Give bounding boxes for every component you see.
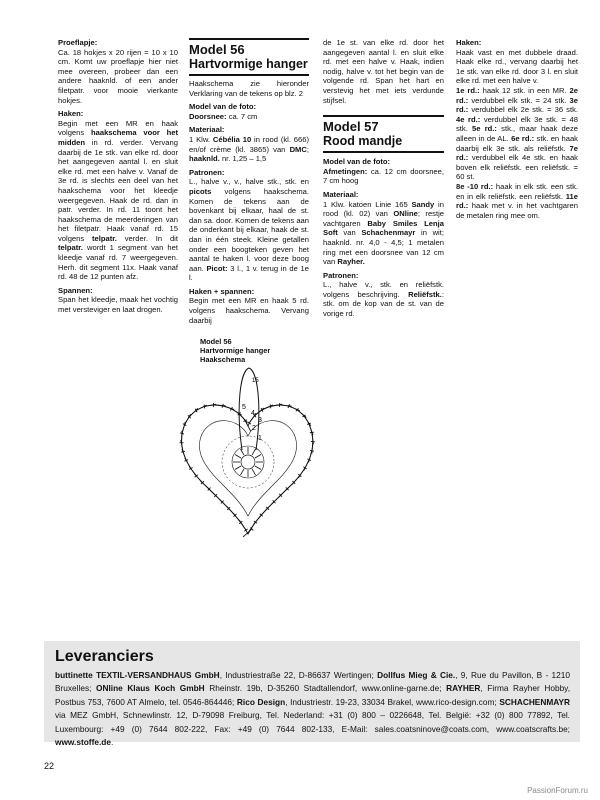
stitch-symbol [213, 403, 225, 408]
stitch-symbol [307, 423, 315, 436]
stitch-symbols [179, 402, 316, 538]
crochet-heart-diagram [160, 338, 335, 543]
stitch-spoke [235, 466, 241, 470]
materiaal-heading: Materiaal: [189, 125, 225, 135]
suppliers-text: buttinette TEXTIL-VERSANDHAUS GmbH, Industriestraße 22, D-86637 Wertingen; Dollfus Mieg & Cie., 9, Rue du Pavillon, B - 1210 Bruxelles; ONline Klaus Koch GmbH Rheinstr. 19b, D-35260 Stadtallendorf, www.online-garne.de; RAYHER, Firma Rayher Hobby, Postbus 753, 7600 AT Almelo, tel. 0546-864446; Rico Design, Industriestr. 19-23, 33034 Brakel, www.rico-design.com; SCHACHENMAYR via MEZ GmbH, Schnewlinstr. 12, D-79098 Freiburg, Tel. Nederland: +31 (0) 800 – 0226648, Tel. België: +32 (0) 800 77892, Tel. Luxembourg: +49 (0) 7644 802-222, Fax: +49 (0) 7644 802-133, E-Mail: sales.coatsninove@coats.com, www.coatscrafts.be; www.stoffe.de. [55, 670, 571, 748]
doorsnee-text: Doorsnee: ca. 7 cm [189, 111, 258, 121]
model-56-intro: Haakschema zie hieronder Verklaring van de tekens op blz. 2 [189, 79, 309, 98]
loop-count-label: 15 [252, 378, 259, 384]
stitch-symbol [222, 404, 235, 411]
patronen-heading: Patronen: [189, 167, 225, 177]
stitch-symbol [302, 415, 312, 427]
model-56-continued: de 1e st. van elke rd. door het aangegeven aantal l. en sluit elke rd. met een halve v. Haak, indien nodig, halve v. tot het begin van de volgende rd. Span het hart en verstevig het met iets verdunde stijfsel. [323, 38, 444, 105]
stitch-spoke [252, 469, 256, 475]
proeflapje-heading: Proeflapje: [58, 38, 98, 47]
suppliers-box [44, 641, 580, 748]
model-photo-heading-57: Model van de foto: [323, 157, 391, 167]
haken-spannen-heading: Haken + spannen: [189, 286, 255, 296]
haken-text: Begin met een MR en haak volgens haakschema voor het midden in rd. verder. Vervang daarbij de 1e stk. van elke rd. door het aangegeven aantal l. en sluit elke rd. met een halve v. Vanaf de 3e rd. is slechts een deel van het haakschema voor het kleedje weergegeven. Haak de rd. dan in patr. verder. In rd. 11 toont het haakschema de meerderingen van het filetpatr. Haak vanaf rd. 15 volgens telpatr. verder. In dit telpatr. wordt 1 segment van het kleedje vanaf rd. 7 weergegeven. Herh. dit segment 11x. Haak vanaf rd. 48 de 12 punten afz. [58, 118, 178, 282]
stitch-symbol [307, 450, 314, 463]
materiaal-text-57: 1 Klw. katoen Linie 165 Sandy in rood (kl. 02) van ONline; restje vachtgaren Baby Smiles Lenja Soft van Schachenmayr in wit; haaknld. nr. 4,0 - 4,5; 1 metalen ring met een doorsnee van 12 cm van Rayher. [323, 199, 444, 267]
model-57-title: Model 57 Rood mandje [323, 115, 444, 153]
inner-heart-outline [199, 421, 296, 516]
materiaal-text: 1 Klw. Cébélia 10 in rood (kl. 666) en/of crème (kl. 3865) van DMC; haaknld. nr. 1,25 – 1,5 [189, 134, 309, 164]
stitch-symbol [180, 421, 187, 434]
haken-intro-57: Haak vast en met dubbele draad. Haak elke rd., vervang daarbij het 1e stk. van elke rd. door 3 l. en sluit elke rd. met een halve v. [456, 47, 578, 86]
stitch-symbol [183, 457, 192, 469]
stitch-spoke [255, 455, 261, 459]
page-number: 22 [44, 761, 55, 771]
round-3-ring [222, 436, 274, 488]
rounds-text: 1e rd.: haak 12 stk. in een MR. 2e rd.: verdubbel elk stk. = 24 stk. 3e rd.: verdubbel elk 2e stk. = 36 stk. 4e rd.: verdubbel elk 3e stk. = 48 stk. 5e rd.: stk., maar haak deze alleen in de AL. 6e rd.: stk. en haak daarbij elk 3e stk. als reliëfstk. 7e rd.: verdubbel elk 4e stk. en haak boven elk reliëfstk. een reliëfstk. = 60 st. [456, 85, 578, 182]
patronen-text-57: L., halve v., stk. en reliëfstk. volgens beschrijving. Reliëfstk.: stk. om de kop van de st. van de vorige rd. [323, 280, 444, 319]
patronen-heading-57: Patronen: [323, 270, 359, 280]
stitch-symbol [187, 465, 197, 477]
stitch-symbol [180, 449, 188, 462]
column-2 [189, 38, 309, 325]
stitch-spoke [252, 449, 256, 455]
afmetingen-text: Afmetingen: ca. 12 cm doorsnee, 7 cm hoog [323, 166, 444, 186]
round-number: 4 [251, 410, 255, 417]
spannen-heading: Spannen: [58, 285, 93, 295]
stitch-symbol [195, 403, 207, 412]
haken-heading-57: Haken: [456, 38, 482, 47]
model-photo-heading: Model van de foto: [189, 102, 257, 112]
materiaal-heading-57: Materiaal: [323, 189, 359, 199]
stitch-spoke [235, 455, 241, 459]
column-1 [58, 38, 178, 315]
magic-ring [241, 455, 255, 469]
stitch-spoke [255, 466, 261, 470]
column-3 [323, 38, 444, 319]
diagram-caption-name: Hartvormige hanger [200, 345, 271, 355]
proeflapje-text: Ca. 18 hokjes x 20 rijen = 10 x 10 cm. Komt uw proeflapje hier niet mee overeen, probeer dan een andere haaknld. of een ander filetpatr. voor mooie vierkante hokjes. [58, 47, 178, 105]
spannen-text: Span het kleedje, maak het vochtig met versteviger en laat drogen. [58, 295, 178, 315]
haken-spannen-text: Begin met een MR en haak 5 rd. volgens haakschema. Vervang daarbij [189, 296, 309, 325]
diagram-caption-type: Haakschema [200, 354, 246, 364]
haken-heading: Haken: [58, 109, 84, 119]
column-4 [456, 38, 578, 220]
suppliers-title: Leveranciers [55, 648, 154, 665]
stitch-symbol [279, 403, 291, 408]
watermark: PassionForum.ru [527, 786, 588, 795]
model-56-title: Model 56 Hartvormige hanger [189, 38, 309, 76]
stitch-symbol [310, 441, 315, 453]
diagram-caption-model: Model 56 [200, 337, 232, 346]
stitch-spoke [241, 469, 245, 475]
round-number: 5 [242, 404, 246, 411]
round-number: 3 [258, 417, 262, 424]
round-number: 2 [252, 425, 256, 432]
stitch-symbol [261, 403, 274, 412]
stitch-symbol [180, 431, 184, 443]
patronen-text: L., halve v., v., halve stk., stk. en picots volgens haakschema. Komen de tekens aan de bovenkant bij elkaar, haal de st. dan sa. door. Komen de tekens aan de onderkant bij elkaar, haak de st. dan in één steek. Kleine getallen onder een boogteken geven het aantal te haken l. voor deze boog aan. Picot: 3 l., 1 v. terug in de 1e l. [189, 177, 309, 283]
rounds-text-2: 8e -10 rd.: haak in elk stk. een stk. en in elk reliëfstk. een reliëfstk. 11e rd.: haak met v. in het vachtgaren de metalen ring mee om. [456, 181, 578, 220]
round-number: 1 [258, 435, 262, 442]
